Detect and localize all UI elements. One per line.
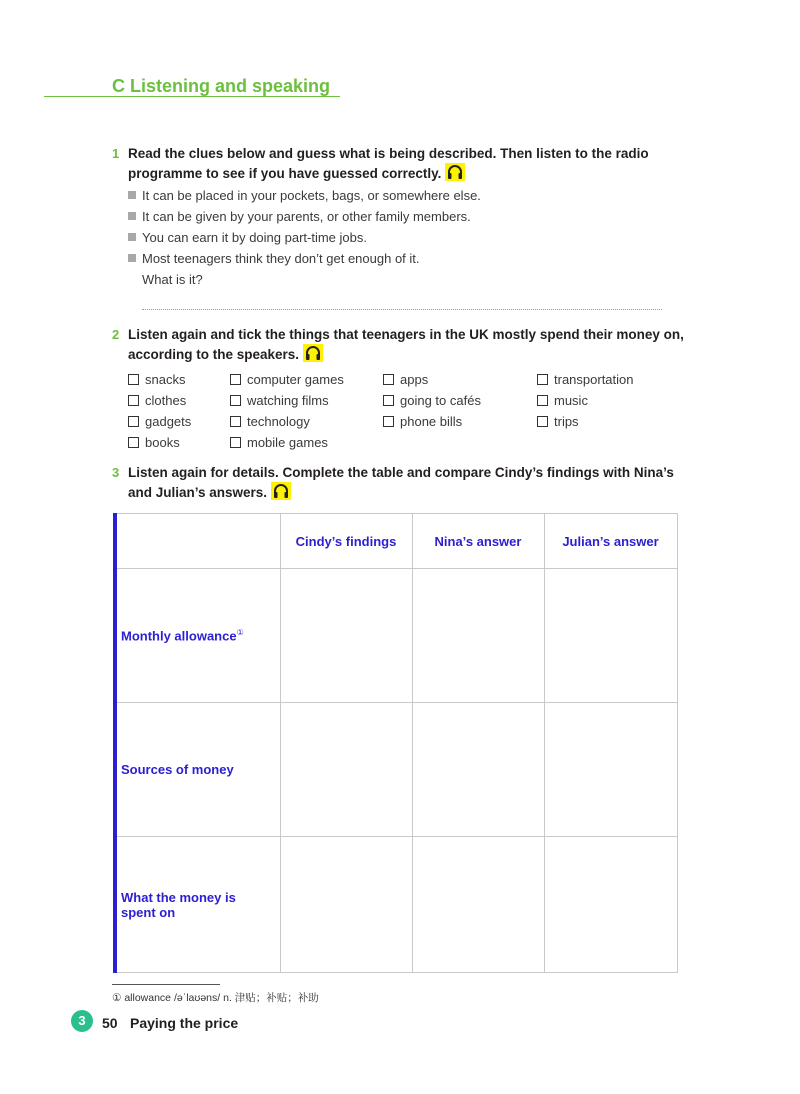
headphones-icon[interactable] [303, 344, 323, 362]
footnote: ① allowance /əˈlaʊəns/ n. 津贴；补贴；补助 [112, 992, 319, 1004]
q1-text-line2: programme to see if you have guessed correctly. [128, 166, 442, 181]
page-title: Paying the price [130, 1015, 239, 1031]
option-checkbox[interactable]: books [128, 435, 180, 450]
answer-cell[interactable] [544, 703, 677, 837]
option-checkbox[interactable]: watching films [230, 393, 329, 408]
option-checkbox[interactable]: trips [537, 414, 579, 429]
option-checkbox[interactable]: clothes [128, 393, 186, 408]
answer-cell[interactable] [412, 837, 544, 973]
option-checkbox[interactable]: apps [383, 372, 428, 387]
answer-cell[interactable] [412, 569, 544, 703]
row-header-allowance: Monthly allowance① [115, 569, 280, 703]
q1-prompt: What is it? [142, 272, 203, 287]
q1-number: 1 [112, 146, 120, 161]
clue-item: It can be given by your parents, or other family members. [128, 209, 471, 224]
answer-cell[interactable] [280, 837, 412, 973]
section-title: C Listening and speaking [112, 76, 331, 96]
column-header-julian: Julian’s answer [544, 514, 677, 569]
empty-checkbox-icon[interactable] [383, 395, 394, 406]
answer-cell[interactable] [280, 569, 412, 703]
option-checkbox[interactable]: going to cafés [383, 393, 481, 408]
comparison-table [113, 513, 678, 973]
square-bullet-icon [128, 191, 136, 199]
answer-cell[interactable] [544, 569, 677, 703]
square-bullet-icon [128, 254, 136, 262]
answer-line[interactable] [142, 309, 662, 310]
unit-badge: 3 [71, 1010, 93, 1032]
empty-checkbox-icon[interactable] [537, 395, 548, 406]
empty-checkbox-icon[interactable] [230, 395, 241, 406]
headphones-icon[interactable] [271, 482, 291, 500]
q3-number: 3 [112, 465, 120, 480]
option-checkbox[interactable]: computer games [230, 372, 344, 387]
empty-checkbox-icon[interactable] [128, 437, 139, 448]
option-checkbox[interactable]: technology [230, 414, 310, 429]
q2-text-line2: according to the speakers. [128, 347, 300, 362]
option-checkbox[interactable]: mobile games [230, 435, 328, 450]
section-underline [44, 96, 340, 97]
empty-checkbox-icon[interactable] [230, 416, 241, 427]
column-header-nina: Nina’s answer [412, 514, 544, 569]
clue-item: Most teenagers think they don’t get enough of it. [128, 251, 420, 266]
empty-checkbox-icon[interactable] [230, 437, 241, 448]
option-checkbox[interactable]: snacks [128, 372, 185, 387]
row-header-spent-on: What the money is spent on [115, 837, 280, 973]
q3-text-line2: and Julian’s answers. [128, 485, 268, 500]
empty-checkbox-icon[interactable] [230, 374, 241, 385]
option-checkbox[interactable]: phone bills [383, 414, 462, 429]
column-header-cindy: Cindy’s findings [280, 514, 412, 569]
option-checkbox[interactable]: transportation [537, 372, 634, 387]
q2-number: 2 [112, 327, 120, 342]
empty-checkbox-icon[interactable] [128, 395, 139, 406]
q2-text [128, 325, 688, 364]
row-header-sources: Sources of money [115, 703, 280, 837]
q3-text [128, 463, 688, 502]
q1-text [128, 144, 688, 183]
square-bullet-icon [128, 212, 136, 220]
page-number: 50 [102, 1015, 118, 1031]
option-checkbox[interactable]: gadgets [128, 414, 191, 429]
empty-checkbox-icon[interactable] [537, 374, 548, 385]
clue-item: You can earn it by doing part-time jobs. [128, 230, 367, 245]
footnote-mark: ① [236, 627, 244, 637]
q1-text-line1: Read the clues below and guess what is being described. Then listen to the radio [128, 146, 649, 161]
empty-checkbox-icon[interactable] [128, 416, 139, 427]
square-bullet-icon [128, 233, 136, 241]
option-checkbox[interactable]: music [537, 393, 588, 408]
empty-checkbox-icon[interactable] [383, 374, 394, 385]
q2-text-line1: Listen again and tick the things that teenagers in the UK mostly spend their money on, [128, 327, 684, 342]
empty-checkbox-icon[interactable] [383, 416, 394, 427]
empty-checkbox-icon[interactable] [128, 374, 139, 385]
table-corner [115, 514, 280, 569]
answer-cell[interactable] [280, 703, 412, 837]
answer-cell[interactable] [412, 703, 544, 837]
footnote-divider [112, 984, 220, 985]
q3-text-line1: Listen again for details. Complete the table and compare Cindy’s findings with Nina’s [128, 465, 674, 480]
clue-item: It can be placed in your pockets, bags, or somewhere else. [128, 188, 481, 203]
answer-cell[interactable] [544, 837, 677, 973]
empty-checkbox-icon[interactable] [537, 416, 548, 427]
headphones-icon[interactable] [445, 163, 465, 181]
